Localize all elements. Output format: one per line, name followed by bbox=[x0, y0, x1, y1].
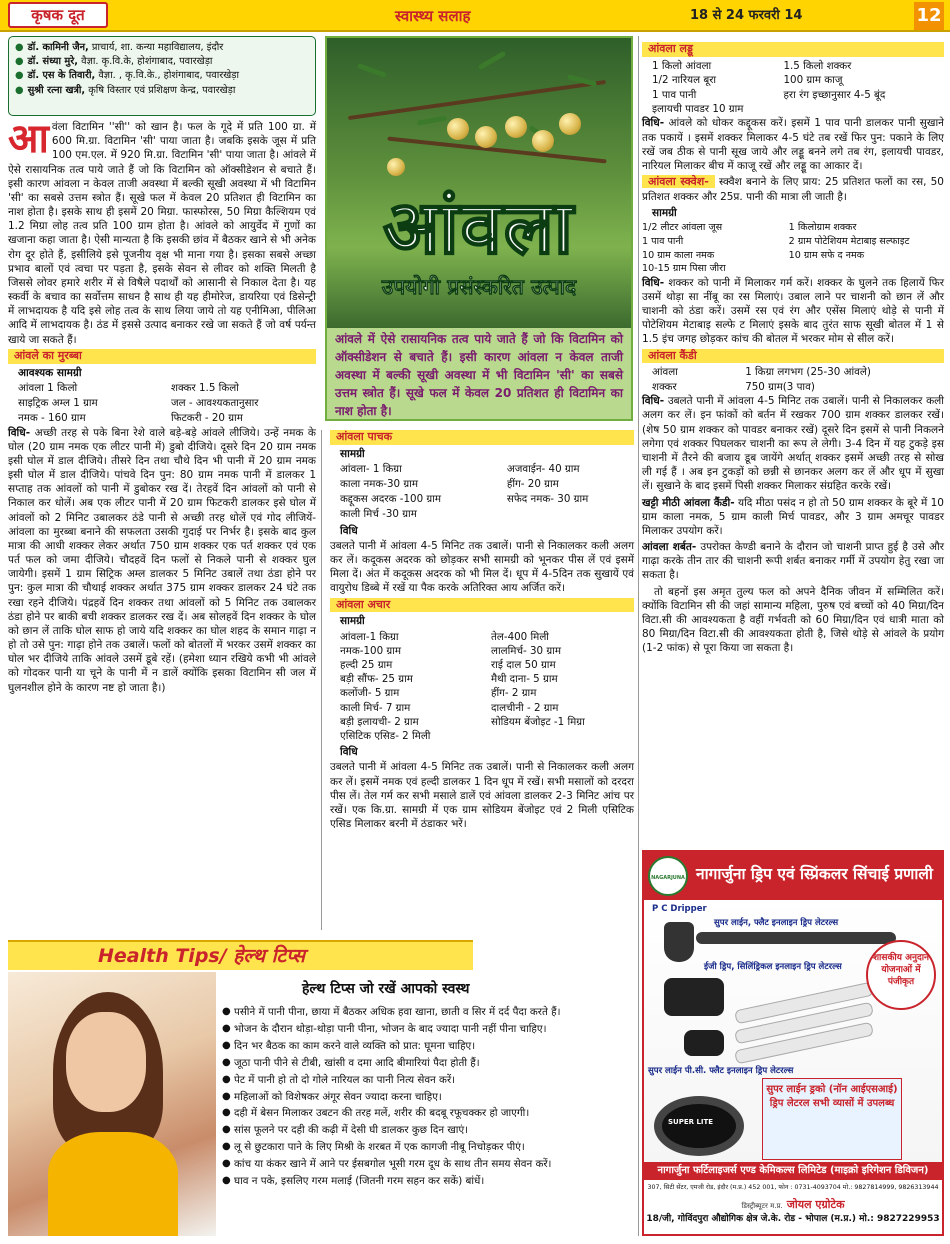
list-item: ● घाव न पके, इसलिए गरम मलाई (जितनी गरम सहन कर सकें) बांधें। bbox=[222, 1174, 634, 1189]
company-logo: NAGARJUNA bbox=[648, 856, 688, 896]
distributor: डिस्ट्रीब्यूटर म.प्र. जोयल एग्रोटेक bbox=[741, 1198, 845, 1211]
promo-box: सुपर लाईन ड्रको (नॉन आईएसआई) ड्रिप लेटरल सभी व्यासों में उपलब्ध bbox=[762, 1078, 902, 1160]
laddu-heading: आंवला लड्डू bbox=[642, 42, 944, 57]
list-item: ● सांस फूलने पर दही की कढ़ी में देसी घी डालकर कुछ दिन खाएं। bbox=[222, 1123, 634, 1138]
sweet-candy: खट्टी मीठी आंवला कैंडी- यदि मीठा पसंद न हो तो 50 ग्राम शक्कर के बूरे में 10 ग्राम काला नमक, 5 ग्राम काली मिर्च पावडर, और 3 ग्राम अमचूर पावडर मिलाकर उपयोग करें। bbox=[642, 496, 944, 537]
list-item: ● जूठा पानी पीने से टीबी, खांसी व दमा आदि बीमारियां पैदा होती हैं। bbox=[222, 1056, 634, 1071]
achar-method: उबलते पानी में आंवला 4-5 मिनिट तक उबालें। पानी से निकालकर कली अलग कर लें। इसमें नमक एवं हल्दी डालकर 1 दिन धूप में रखें। सभी मसालों को दरदरा पीस लें। तेल गर्म कर सभी मसाले डालें एवं आंवला डालकर 2-3 मिनिट आंच पर रखें। एक कि.ग्रा. सामग्री में एक ग्राम सोडियम बेंजोइट एवं 2 मिली एसिटिक एसिड मिलाकर बरनी में ठंडाकर भरें। bbox=[330, 761, 634, 831]
masthead-logo: कृषक दूत bbox=[8, 2, 108, 28]
hero-subtitle: उपयोगी प्रसंस्करित उत्पाद bbox=[381, 275, 577, 299]
woman-photo bbox=[8, 972, 216, 1236]
health-tips-box bbox=[222, 974, 634, 1236]
achar-heading: आंवला अचार bbox=[330, 598, 634, 613]
method-label: विधि bbox=[340, 524, 358, 537]
distributor-address: 18/जी, गोविंदपुरा औद्योगिक क्षेत्र जे.के. रोड - भोपाल (म.प्र.) मो.: 9827229953 bbox=[646, 1213, 940, 1224]
squash-method: विधि- शक्कर को पानी में मिलाकर गर्म करें। शक्कर के घुलने तक हिलायें फिर उसमें थोड़ा सा नींबू का रस मिलाएं। उबाल लाने पर चाशनी को छान लें और चाशनी को ठंडा करें। उसमें रस एवं रंग और एसेंस मिलाएं थोड़े से पानी में पोटेशियम मेटाबाइ सल्फे ट मिलाएं इसके बाद तुरंत साफ सूखी बोतल में 1 से 1.5 इंच जगह छोड़कर कांच की बोतल में भरकर मोम से सील करें। bbox=[642, 276, 944, 346]
nagarjuna-advertisement bbox=[642, 850, 944, 1236]
laddu-method: विधि- आंवले को धोकर कद्दूकस करें। इसमें 1 पाव पानी डालकर पानी सुखाने तक पकायें । इसमें शक्कर मिलाकर 4-5 घंटे तब रखें फिर पुन: पकाने के लिए रखें जब ठीक से पानी सूख जाये और लड्डू बनने लगे तब रंग, इलायची पावडर, नारियल मिलाकर बीच में काजू रखें और लड्डू का आकार दें। bbox=[642, 117, 944, 172]
murabba-materials: आंवला 1 किलो शक्कर 1.5 किलो साइट्रिक अम्ल 1 ग्राम जल - आवश्यकतानुसार नमक - 160 ग्राम फिटकरी - 20 ग्राम bbox=[18, 381, 259, 424]
column-divider bbox=[638, 36, 639, 1236]
pachak-heading: आंवला पाचक bbox=[330, 430, 634, 445]
amla-sharbat: आंवला शर्बत- उपरोक्त केण्डी बनाने के दौरान जो चाशनी प्राप्त हुई है उसे और गाढ़ा करके तीन तार की चाशनी रूपी शर्बत बनाकर गर्मी में उपयोग हेतु रखा जा सकता है। bbox=[642, 541, 944, 582]
squash-intro: आंवला स्क्वेश- स्क्वैश बनाने के लिए प्राय: 25 प्रतिशत फलों का रस, 50 प्रतिशत शक्कर और 25प्र. पानी की मात्रा ली जाती है। bbox=[642, 175, 944, 203]
intro-paragraph: आवंला विटामिन ''सी'' को खान है। फल के गूदे में प्रति 100 ग्रा. में 600 मि.ग्रा. विटामिन 'सी' पाया जाता है। जबकि इसके जूस में प्रति 100 एम.एल. में 920 मि.ग्रा. विटामिन 'सी' पाया जाता है। आंवले में ऐसे रासायनिक तत्व पाये जाते हैं जो कि विटामिन को ऑक्सीडेशन से बचाते हैं। इसी कारण आंवला न केवल ताजी अवस्था में बल्की सूखी अवस्था में भी विटामिन 'सी' का सबसे उत्तम स्त्रोत हैं। सूखे फल में केवल 20 प्रतिशत ही विटामिन का नाश होता है। इसके साथ ही इसमें 20 मिग्रा. फास्फोरस, 50 मिग्रा कैल्शियम एवं 1.2 मिग्रा लोह तत्व प्रति 100 ग्राम होता है। आंवले को आयुर्वेद में गुणों का खजाना कहा जाता है। ऐसी मान्यता है कि इसकी छांव में बैठकर खाने से भी अनेक रोग दूर होते हैं, इसीलिये इसे पूजनीय वृक्ष भी माना गया है। इसका सबसे अच्छा प्रभाव बालों एवं त्वचा पर पड़ता है, इसके सेवन से लीवर को शक्ति मिलती है जिससे लोवर हमारे शरीर में से विषैले पदार्थों को आसानी से निकाल देता है। यह स्कर्वी के बचाव का सर्वोत्तम साधन है साथ ही यह हीमोरेज, डायरिया एवं डिसेन्ट्री में लाभदायक है यदि इसे लोह तत्व के साथ लिया जाये तो यह एनीमिआ, पीलिआ आदि में लाभदायक है। ठंड में इससे उत्पाद बनाकर रखे जा सकते हैं जो वर्ष पर्यन्त खाये जा सकते हैं। bbox=[8, 116, 316, 346]
ad-products bbox=[644, 900, 942, 1162]
product-label: ईजी ड्रिप, सिलिंड्रिकल इनलाइन ड्रिप लेटरल्स bbox=[704, 962, 842, 972]
squash-materials: 1/2 लीटर आंवला जूस 1 किलोग्राम शक्कर 1 पाव पानी 2 ग्राम पोटेशियम मेटाबाइ सल्फाइट 10 ग्राम काला नमक 10 ग्राम सफे द नमक 10-15 ग्राम पिसा जीरा bbox=[642, 222, 910, 275]
materials-label: सामग्री bbox=[340, 447, 365, 460]
company-name: नागार्जुना फर्टिलाइजर्स एण्ड केमिकल्स लिमिटेड (माइक्रो इरिगेशन डिविजन) bbox=[644, 1162, 942, 1180]
achar-materials: आंवला-1 किग्रा तेल-400 मिली नमक-100 ग्राम लालमिर्च- 30 ग्राम हल्दी 25 ग्राम राई दाल 50 ग्राम बड़ी सौंफ- 25 ग्राम मैथी दाना- 5 ग्राम कलोंजी- 5 ग्राम हींग- 2 ग्राम काली मिर्च- 7 ग्राम दालचीनी - 2 ग्राम बड़ी इलायची- 2 ग्राम सोडियम बेंजोइट -1 मिग्रा एसिटिक एसिड- 2 मिली bbox=[340, 630, 585, 742]
product-label: SUPER LITE bbox=[668, 1118, 714, 1126]
author-item: ● डॉ. संध्या मुरे, वैज्ञा. कृ.वि.के, होशंगाबाद, पवारखेड़ा bbox=[15, 55, 309, 69]
materials-label: सामग्री bbox=[340, 615, 365, 628]
candy-materials: आंवला 1 किग्रा लगभग (25-30 आंवले) शक्कर 750 ग्राम(3 पाव) bbox=[652, 366, 871, 393]
health-tips-banner: Health Tips/ हेल्थ टिप्स bbox=[8, 940, 473, 970]
list-item: ● कांच या कंकर खाने में आने पर ईसबगोल भूसी गरम दूध के साथ तीन समय सेवन करें। bbox=[222, 1157, 634, 1172]
amla-hero-image bbox=[325, 36, 633, 421]
murabba-heading: आंवले का मुरब्बा bbox=[8, 349, 316, 364]
ad-header bbox=[644, 852, 942, 900]
materials-label: आवश्यक सामग्री bbox=[18, 366, 82, 379]
candy-heading: आंवला कैंडी bbox=[642, 349, 944, 364]
pachak-method: उबलते पानी में आंवला 4-5 मिनिट तक उबालें। पानी से निकालकर कली अलग कर लें। कदूकस अदरक को छोड़कर सभी सामग्री को भूनकर पीस लें एवं इसमें मिला दें। अंत में कदूकस अदरक को भी मिल दें। धूप में 4-5दिन तक सुखायें एवं वायुरोध डिब्बे में रखें या पैक करके अतिरिक्त आय अर्जित करें। bbox=[330, 539, 634, 595]
materials-label: सामग्री bbox=[652, 207, 677, 220]
list-item: ● पसीने में पानी पीना, छाया में बैठकर अधिक हवा खाना, छाती व सिर में दर्द पैदा करते हैं। bbox=[222, 1005, 634, 1020]
ad-title: नागार्जुना ड्रिप एवं स्प्रिंकलर सिंचाई प्रणाली bbox=[696, 865, 933, 883]
author-box bbox=[8, 36, 316, 116]
hero-title: आंवला bbox=[382, 185, 576, 271]
column-divider bbox=[321, 430, 322, 930]
column-middle bbox=[330, 428, 634, 833]
dropcap: आ bbox=[8, 116, 49, 162]
health-tips-title: हेल्थ टिप्स जो रखें आपको स्वस्थ bbox=[302, 981, 470, 997]
squash-heading: आंवला स्क्वेश- bbox=[642, 175, 715, 188]
author-item: ● डॉ. एस के तिवारी, वैज्ञा. , कृ.वि.के., होशंगाबाद, पवारखेड़ा bbox=[15, 69, 309, 83]
list-item: ● पेट में पानी हो तो दो गोले नारियल का पानी नित्य सेवन करें। bbox=[222, 1073, 634, 1088]
product-label: सुपर लाईन पी.सी. फ्लैट इनलाइन ड्रिप लेटरल्स bbox=[648, 1066, 794, 1076]
page-header bbox=[0, 0, 950, 32]
author-item: ● सुश्री रत्ना खत्री, कृषि विस्तार एवं प्रशिक्षण केन्द्र, पवारखेड़ा bbox=[15, 84, 309, 98]
company-address: 307, सिटी सेंटर, एमजी रोड, इंदौर (म.प्र.) 452 001, फोन : 0731-4093704 मो.: 9827814999, 9826313944 bbox=[647, 1184, 939, 1191]
laddu-materials: 1 किलो आंवला 1.5 किलो शक्कर 1/2 नारियल बूरा 100 ग्राम काजू 1 पाव पानी हरा रंग इच्छानुसार 4-5 बूंद इलायची पावडर 10 ग्राम bbox=[652, 59, 886, 116]
page-number: 12 bbox=[914, 2, 944, 30]
author-item: ● डॉ. कामिनी जैन, प्राचार्य, शा. कन्या महाविद्यालय, इंदौर bbox=[15, 41, 309, 55]
candy-method: विधि- उबलते पानी में आंवला 4-5 मिनिट तक उबालें। पानी से निकालकर कली अलग कर लें। इन फांकों को बर्तन में रखकर 700 ग्राम शक्कर डालकर रखें। (शेष 50 ग्राम शक्कर को पावडर बनाकर रखें) दूसरे दिन इसमें से पानी निकलने लगेगा एवं शक्कर पिघलकर चाशनी का रूप ले लेगी। 3-4 दिन में यह टुकड़े इस चाशनी में तैरने की बजाय डूब जायेंगे अर्थात् शक्कर इसमें अच्छी तरह से सोख ली गई हैं । अब इन टुकड़ों को छन्नी से छानकर अलग कर लें और धूप में सुखा लें। सुखाने के बाद इसमें पिसी शक्कर मिलाकर संग्रहित करके रखें। bbox=[642, 395, 944, 493]
list-item: ● भोजन के दौरान थोड़ा-थोड़ा पानी पीना, भोजन के बाद ज्यादा पानी नहीं पीना चाहिए। bbox=[222, 1022, 634, 1037]
closing-paragraph: तो बहनों इस अमृत तुल्य फल को अपने दैनिक जीवन में सम्मिलित करें। क्योंकि विटामिन सी की जहां सामान्य महिला, पुरुष एवं बच्चों को 40 मिग्रा/दिन विटा.सी की आवश्यकता है वहीं गर्भवती को 60 मिग्रा/दिन एवं धात्री माता को 80 मिग्रा/दिन विटा.सी की आवश्यकता होती है, जिसे थोड़े से आंवले के प्रयोग (1-2 फांक) से पूरा किया जा सकता है। bbox=[642, 585, 944, 655]
list-item: ● दही में बेसन मिलाकर उबटन की तरह मलें, शरीर की बदबू रफूचक्कर हो जाएगी। bbox=[222, 1106, 634, 1121]
subsidy-badge: शासकीय अनुदान योजनाओं में पंजीकृत bbox=[866, 940, 936, 1010]
method-label: विधि bbox=[340, 746, 358, 759]
pachak-materials: आंवला- 1 किग्रा अजवाईन- 40 ग्राम काला नमक-30 ग्राम हींग- 20 ग्राम कद्दूकस अदरक -100 ग्राम सफेद नमक- 30 ग्राम काली मिर्च -30 ग्राम bbox=[340, 463, 589, 520]
list-item: ● दिन भर बैठक का काम करने वाले व्यक्ति को प्रात: घूमना चाहिए। bbox=[222, 1039, 634, 1054]
list-item: ● लू से छुटकारा पाने के लिए मिश्री के शरबत में एक कागजी नीबू निचोड़कर पीएं। bbox=[222, 1140, 634, 1155]
health-tips-list bbox=[222, 1005, 634, 1189]
product-label: P C Dripper bbox=[652, 904, 707, 914]
column-right bbox=[642, 40, 944, 657]
column-left bbox=[8, 116, 316, 697]
hero-caption: आंवले में ऐसे रासायनिक तत्व पाये जाते हैं जो कि विटामिन को ऑक्सीडेशन से बचाते हैं। इसी कारण आंवला न केवल ताजी अवस्था में बल्की सूखी अवस्था में भी विटामिन 'सी' का सबसे उत्तम स्त्रोत हैं। सूखे फल में केवल 20 प्रतिशत ही विटामिन का नाश होता है। bbox=[327, 328, 631, 421]
product-label: सुपर लाईन, फ्लैट इनलाइन ड्रिप लेटरल्स bbox=[714, 918, 839, 928]
issue-date: 18 से 24 फरवरी 14 bbox=[690, 8, 803, 23]
murabba-method: विधि- अच्छी तरह से पके बिना रेशे वाले बड़े-बड़े आंवले लीजिये। उन्हें नमक के घोल (20 ग्राम नमक एक लीटर पानी में) डुबो दीजिये। दूसरे दिन 20 ग्राम नमक इसी घोल में डाल दीजिये। तीसरे दिन तथा चौथे दिन भी पानी में 20 ग्राम नमक इसी घोल में डाल दीजिये। पांचवे दिन पुन: 80 ग्राम नमक पानी में डालकर 1 सप्ताह तक आंवलों को पानी में डुबोकर रख दें। तेरहवें दिन आंवलों को पानी से निकाल कर धोलें। अब एक लीटर पानी में 20 ग्राम फिटकरी डालकर इसे घोल में आंवलों को 2 मिनिट उबालकर ठंडे पानी से अच्छी तरह धोलें एवं गोद लीजियें- आंवला का मुरब्बा बनाने की सफलता उसकी गुदाई पर निर्भर है। इसके बाद कुल मात्रा की आधी शक्कर लेकर अर्थात 750 ग्राम शक्कर एक पर्त शक्कर एवं एक पर्त फल को जमा दीजिये। चौदहवें दिन फलों से निकले पानी से शक्कर घुल जायेगी। इसमें 1 ग्राम सिट्रिक अम्ल डालकर 5 मिनिट उबालें तथा ठंडा होने पर पुन: कुल मात्रा की चौथाई शक्कर अर्थात 375 ग्राम शक्कर डालकर 24 घंटे तक रखा रहने दीजिये। पंद्रहवें दिन शक्कर तथा आंवलों को 5 मिनिट तक उबालकर ठंडा होने पर बाकी बची शक्कर डालकर रख दें। अब सोलहवें दिन शक्कर के घोल को छान लें ताकि घोल साफ हो जाये यदि शक्कर का घोल शहद के समान गाढ़ा न हो तो उसे पुन: गाढ़ा होने तक उबालें। फलों को बोतलों में भरकर उसमें शक्कर का घोल भर दीजिये ताकि आंवले उसमें डूबे रहें। (हमेशा ध्यान रखिये कभी भी आंवले को गोदकर पानी या चूने के पानी में न डालें क्योंकि इसका विटामिन सी जल में घुलनशील होने के कारण नष्ट हो जाता है।) bbox=[8, 426, 316, 694]
section-title: स्वास्थ्य सलाह bbox=[395, 7, 471, 25]
list-item: ● महिलाओं को विशेषकर अंगूर सेवन ज्यादा करना चाहिए। bbox=[222, 1090, 634, 1105]
